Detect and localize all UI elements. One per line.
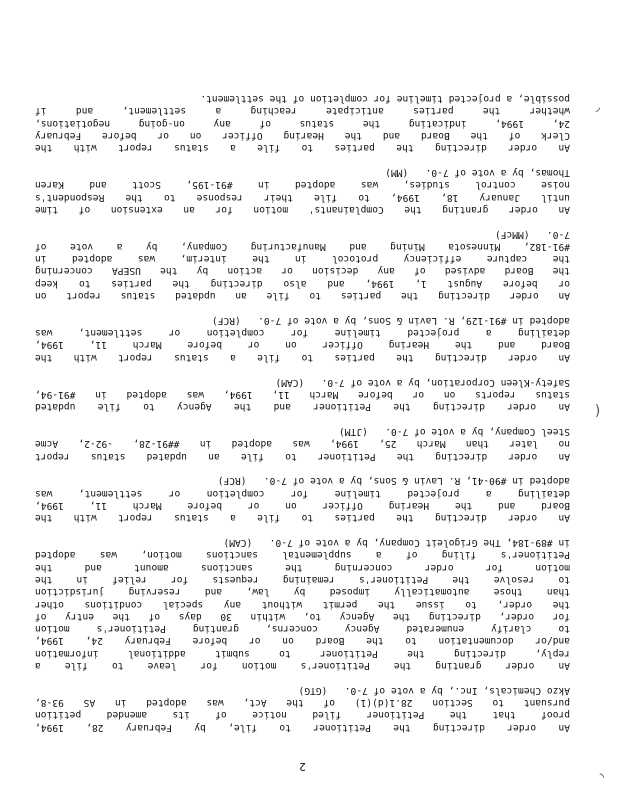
text-line: possible, a projected timeline for completion of the settlement. — [200, 92, 570, 104]
text-line: noise control studies, was adopted in #91-195, Scott and Karen — [35, 179, 570, 191]
order-paragraph — [35, 92, 570, 153]
text-line: Petitioner's filing of a supplemental sanctions motion, was adopted — [35, 549, 570, 561]
text-line: whether the parties anticipate reaching a settlement, and if — [35, 105, 570, 117]
text-line: Clerk of the Board and the Hearing Officer on or before February — [35, 129, 570, 141]
text-line: detailing a projected timeline for completion or settlement, was — [35, 487, 570, 499]
text-line: adopted in #90-41, R. Lavin & Sons, by a vote of 7-0. (RCF) — [217, 475, 570, 487]
text-line: An order directing the parties to file a status report with the — [35, 142, 570, 154]
text-line: the capture efficiency protocol in the interim, was adopted in — [35, 253, 570, 265]
text-line: to resolve the Petitioner's remaining requests for relief in the — [35, 573, 570, 585]
text-line: until January 18, 1994, to file their response to the Respondent's — [35, 191, 570, 203]
text-line: for order, directing the Agency to, within 30 days of the entry of — [35, 610, 570, 622]
text-line: status reports on or before March 11, 1994, was adopted in #91-94, — [35, 388, 570, 400]
text-line: to clarify enumerated Agency concerns, granting Petitioner's motion — [35, 623, 570, 635]
text-line: adopted in #91-129, R. Lavin & Sons, by a vote of 7-0. (RCF) — [211, 314, 570, 326]
text-line: than those automatically imposed by law, and reserving jurisdiction — [35, 586, 570, 598]
order-paragraph — [35, 536, 570, 671]
text-line: and/or documentation to the Board on or before February 24, 1994, — [35, 635, 570, 647]
scan-mark-icon: ◜ — [593, 100, 602, 116]
text-line: Board and the Hearing Officer on or before March 11, 1994, — [35, 339, 570, 351]
scan-mark-icon: ( — [593, 402, 602, 418]
text-line: 24, 1994, indicating the status of any on-going negotiations, — [35, 117, 570, 129]
text-line: proof that the Petitioner filed notice of its amended petition — [35, 709, 570, 721]
text-line: no later than March 25, 1994, was adopted in ##91-28, -92-2, Acme — [35, 438, 570, 450]
paragraph-list — [35, 92, 570, 733]
text-line: in #89-184, The Grigoleit Company, by a vote of 7-0. (CAM) — [223, 537, 570, 549]
order-paragraph — [35, 684, 570, 733]
text-line: Akzo Chemicals, Inc., by a vote of 7-0. (GTG) — [298, 684, 570, 696]
order-paragraph — [35, 166, 570, 215]
text-line: An order granting the Complainants' motion for an extension of time — [35, 203, 570, 215]
text-line: An order granting the Petitioner's motion for leave to file a — [35, 660, 570, 672]
order-paragraph — [35, 474, 570, 523]
document-body — [35, 79, 570, 772]
text-line: the order, to issue the permit without any special conditions other — [35, 598, 570, 610]
scan-mark-icon: ◟ — [597, 770, 606, 786]
order-paragraph — [35, 314, 570, 363]
text-line: the Board advised of any decision or action by the USEPA concerning — [35, 265, 570, 277]
order-paragraph — [35, 375, 570, 412]
text-line: pursuant to Section 28.1(d)(1) of the Act, was adopted in AS 93-8, — [35, 697, 570, 709]
order-paragraph — [35, 425, 570, 462]
text-line: An order directing the parties to file a status report with the — [35, 351, 570, 363]
text-line: Thomas, by a vote of 7-0. (MM) — [385, 166, 570, 178]
page-number: 2 — [299, 760, 306, 773]
text-line: #91-182, Minnesota Mining and Manufacturing Company, by a vote of — [35, 240, 570, 252]
text-line: An order directing the Petitioner to file an updated status report — [35, 450, 570, 462]
text-line: An order directing the parties to file an updated status report on — [35, 290, 570, 302]
text-line: reply, directing the Petitioner to submit additional information — [35, 647, 570, 659]
order-paragraph — [35, 227, 570, 301]
text-line: motion for order concerning the sanctions amount and the — [35, 561, 570, 573]
text-line: detailing a projected timeline for completion or settlement, was — [35, 327, 570, 339]
text-line: or before August 1, 1994, and also directing the parties to keep — [35, 277, 570, 289]
text-line: Board and the Hearing Officer on or before March 11, 1994, — [35, 499, 570, 511]
text-line: An order directing the Petitioner and the Agency to file updated — [35, 401, 570, 413]
text-line: 7-0. (MMcF) — [494, 228, 570, 240]
text-line: Safety-Kleen Corporation, by a vote of 7-0. (CAM) — [275, 376, 570, 388]
text-line: Steel Company, by a vote of 7-0. (JTM) — [338, 425, 570, 437]
text-line: An order directing the parties to file a status report with the — [35, 512, 570, 524]
text-line: An order directing the Petitioner to file, by February 28, 1994, — [35, 721, 570, 733]
